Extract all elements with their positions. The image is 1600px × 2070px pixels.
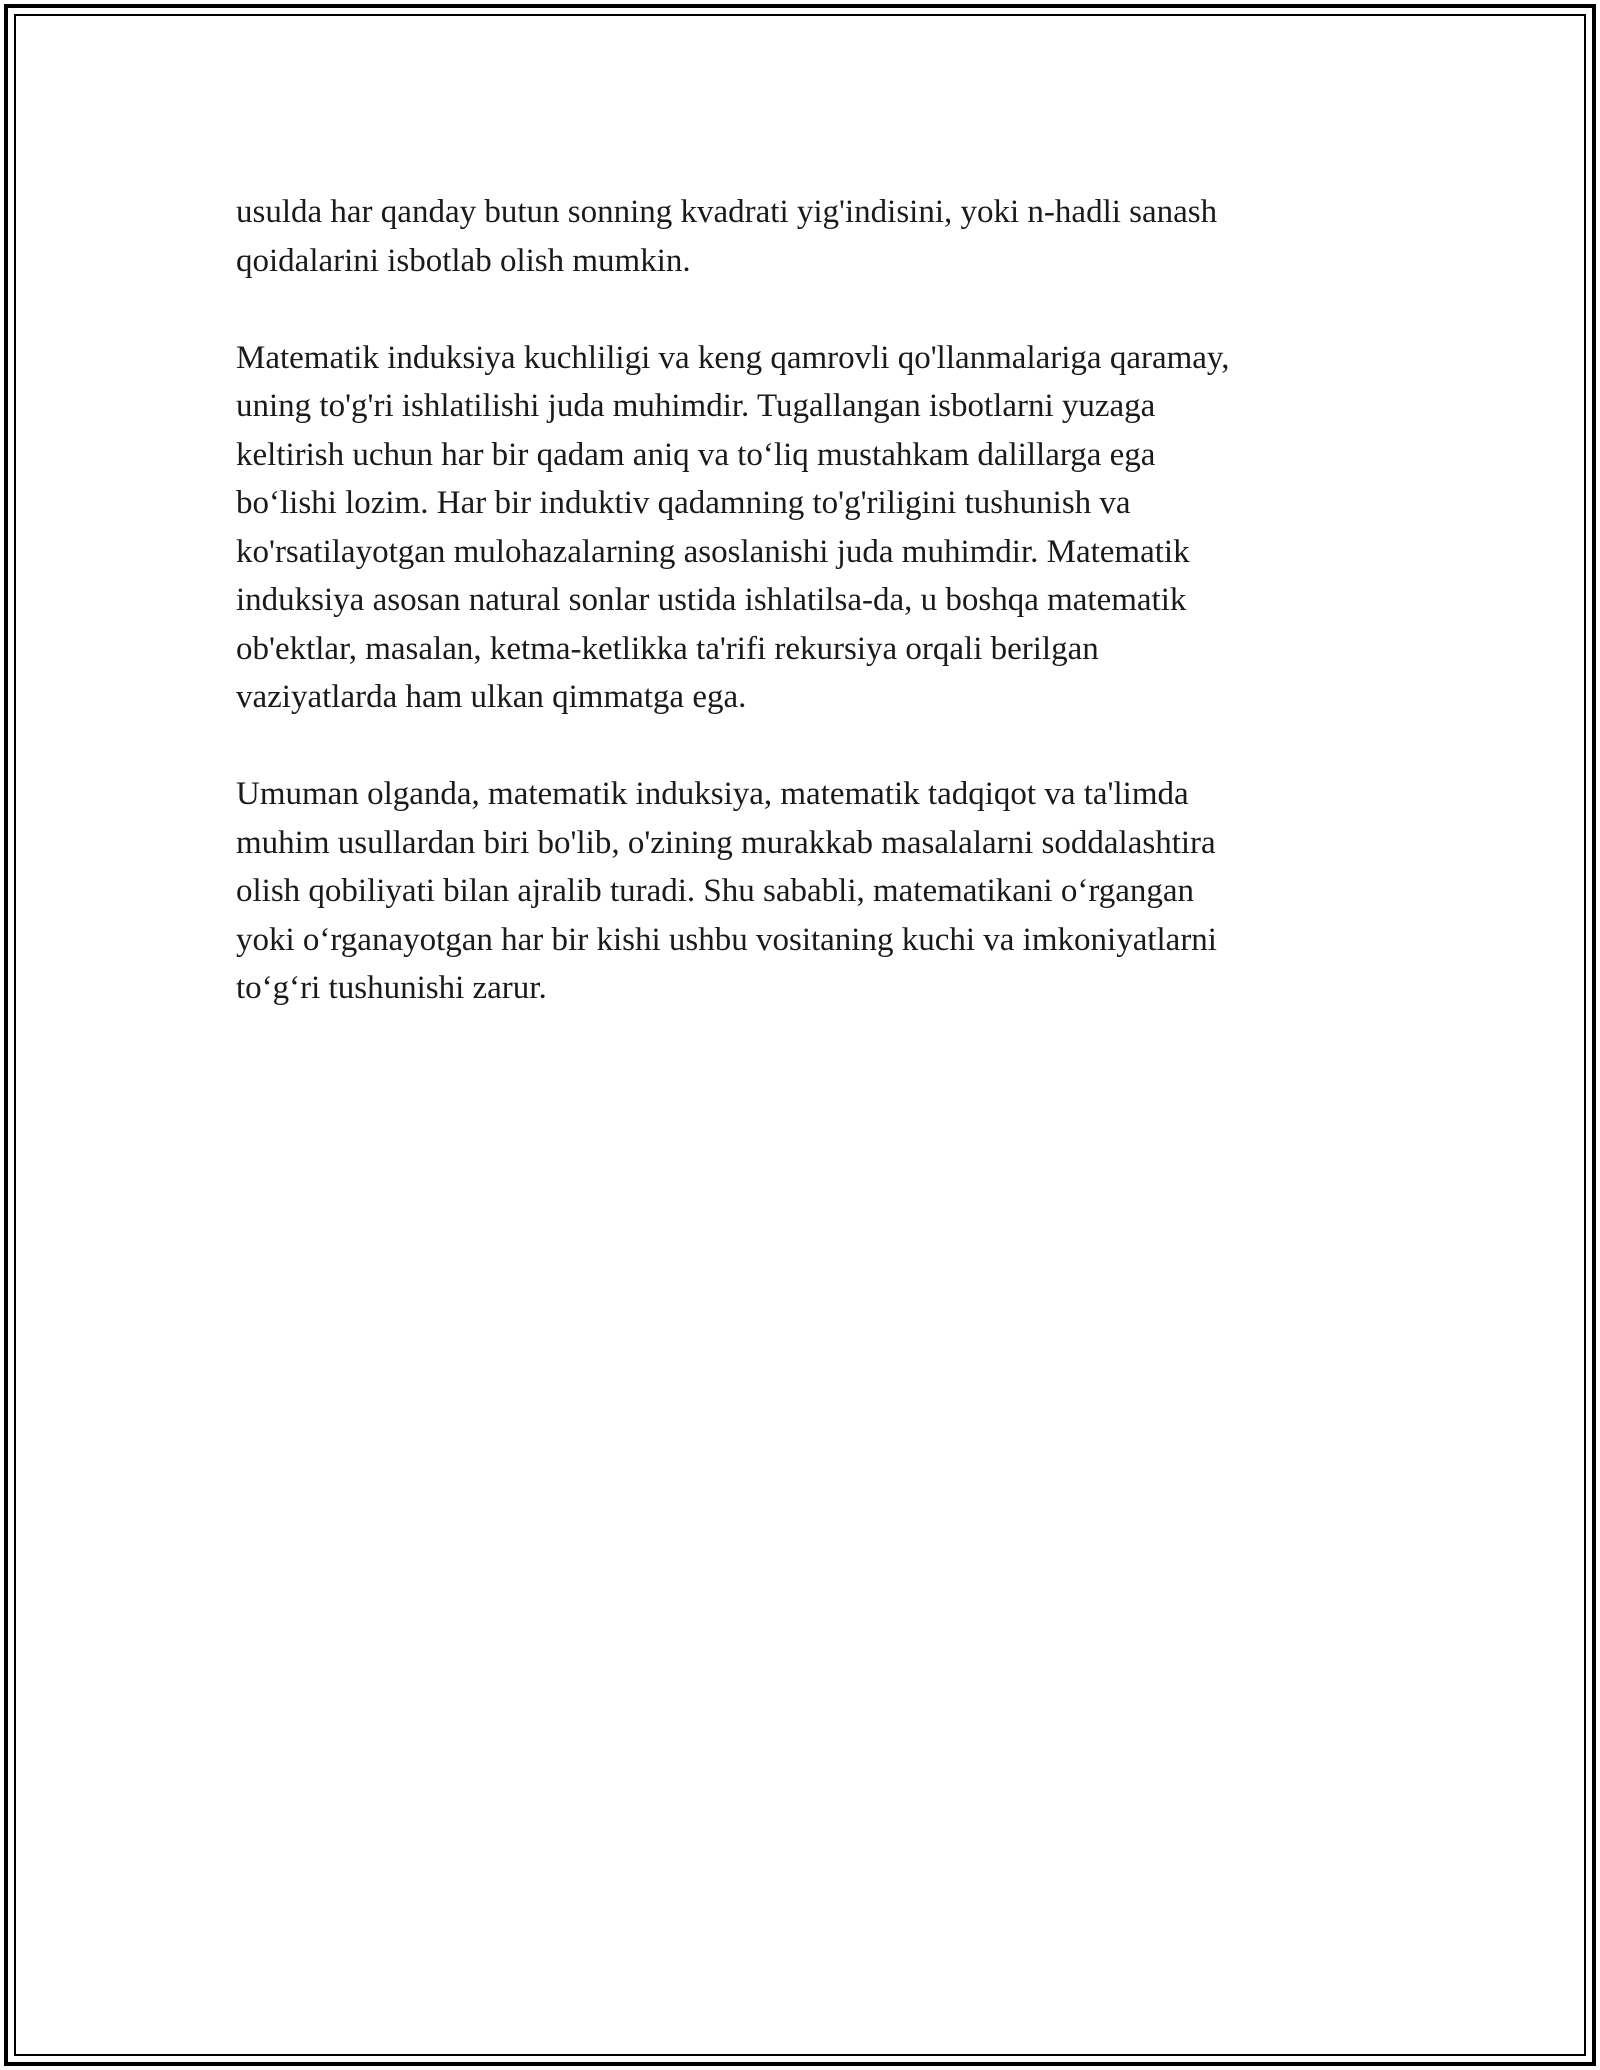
paragraph-3 xyxy=(236,770,1396,1013)
text-line: vaziyatlarda ham ulkan qimmatga ega. xyxy=(236,679,747,715)
text-line: qoidalarini isbotlab olish mumkin. xyxy=(236,242,691,279)
text-line: keltirish uchun har bir qadam aniq va to‘liq mustahkam dalillarga ega xyxy=(236,436,1156,473)
text-line: usulda har qanday butun sonning kvadrati yig'indisini, yoki n-hadli sanash xyxy=(236,194,1218,230)
text-line: uning to'g'ri ishlatilishi juda muhimdir. Tugallangan isbotlarni yuzaga xyxy=(236,388,1156,424)
text-line: muhim usullardan biri bo'lib, o'zining murakkab masalalarni soddalashtira xyxy=(236,824,1216,861)
paragraph-2 xyxy=(236,334,1396,722)
text-line: ko'rsatilayotgan mulohazalarning asoslanishi juda muhimdir. Matematik xyxy=(236,533,1190,570)
text-line: yoki o‘rganayotgan har bir kishi ushbu vositaning kuchi va imkoniyatlarni xyxy=(236,921,1217,958)
text-line: olish qobiliyati bilan ajralib turadi. Shu sababli, matematikani o‘rgangan xyxy=(236,873,1195,909)
text-line: Matematik induksiya kuchliligi va keng qamrovli qo'llanmalariga qaramay, xyxy=(236,339,1230,376)
text-line: bo‘lishi lozim. Har bir induktiv qadamning to'g'riligini tushunish va xyxy=(236,485,1131,521)
text-line: to‘g‘ri tushunishi zarur. xyxy=(236,970,547,1006)
paragraph-1 xyxy=(236,188,1396,285)
text-line: Umuman olganda, matematik induksiya, matematik tadqiqot va ta'limda xyxy=(236,776,1189,812)
text-line: ob'ektlar, masalan, ketma-ketlikka ta'rifi rekursiya orqali berilgan xyxy=(236,630,1099,667)
document-body xyxy=(236,188,1396,1061)
text-line: induksiya asosan natural sonlar ustida ishlatilsa-da, u boshqa matematik xyxy=(236,582,1187,618)
